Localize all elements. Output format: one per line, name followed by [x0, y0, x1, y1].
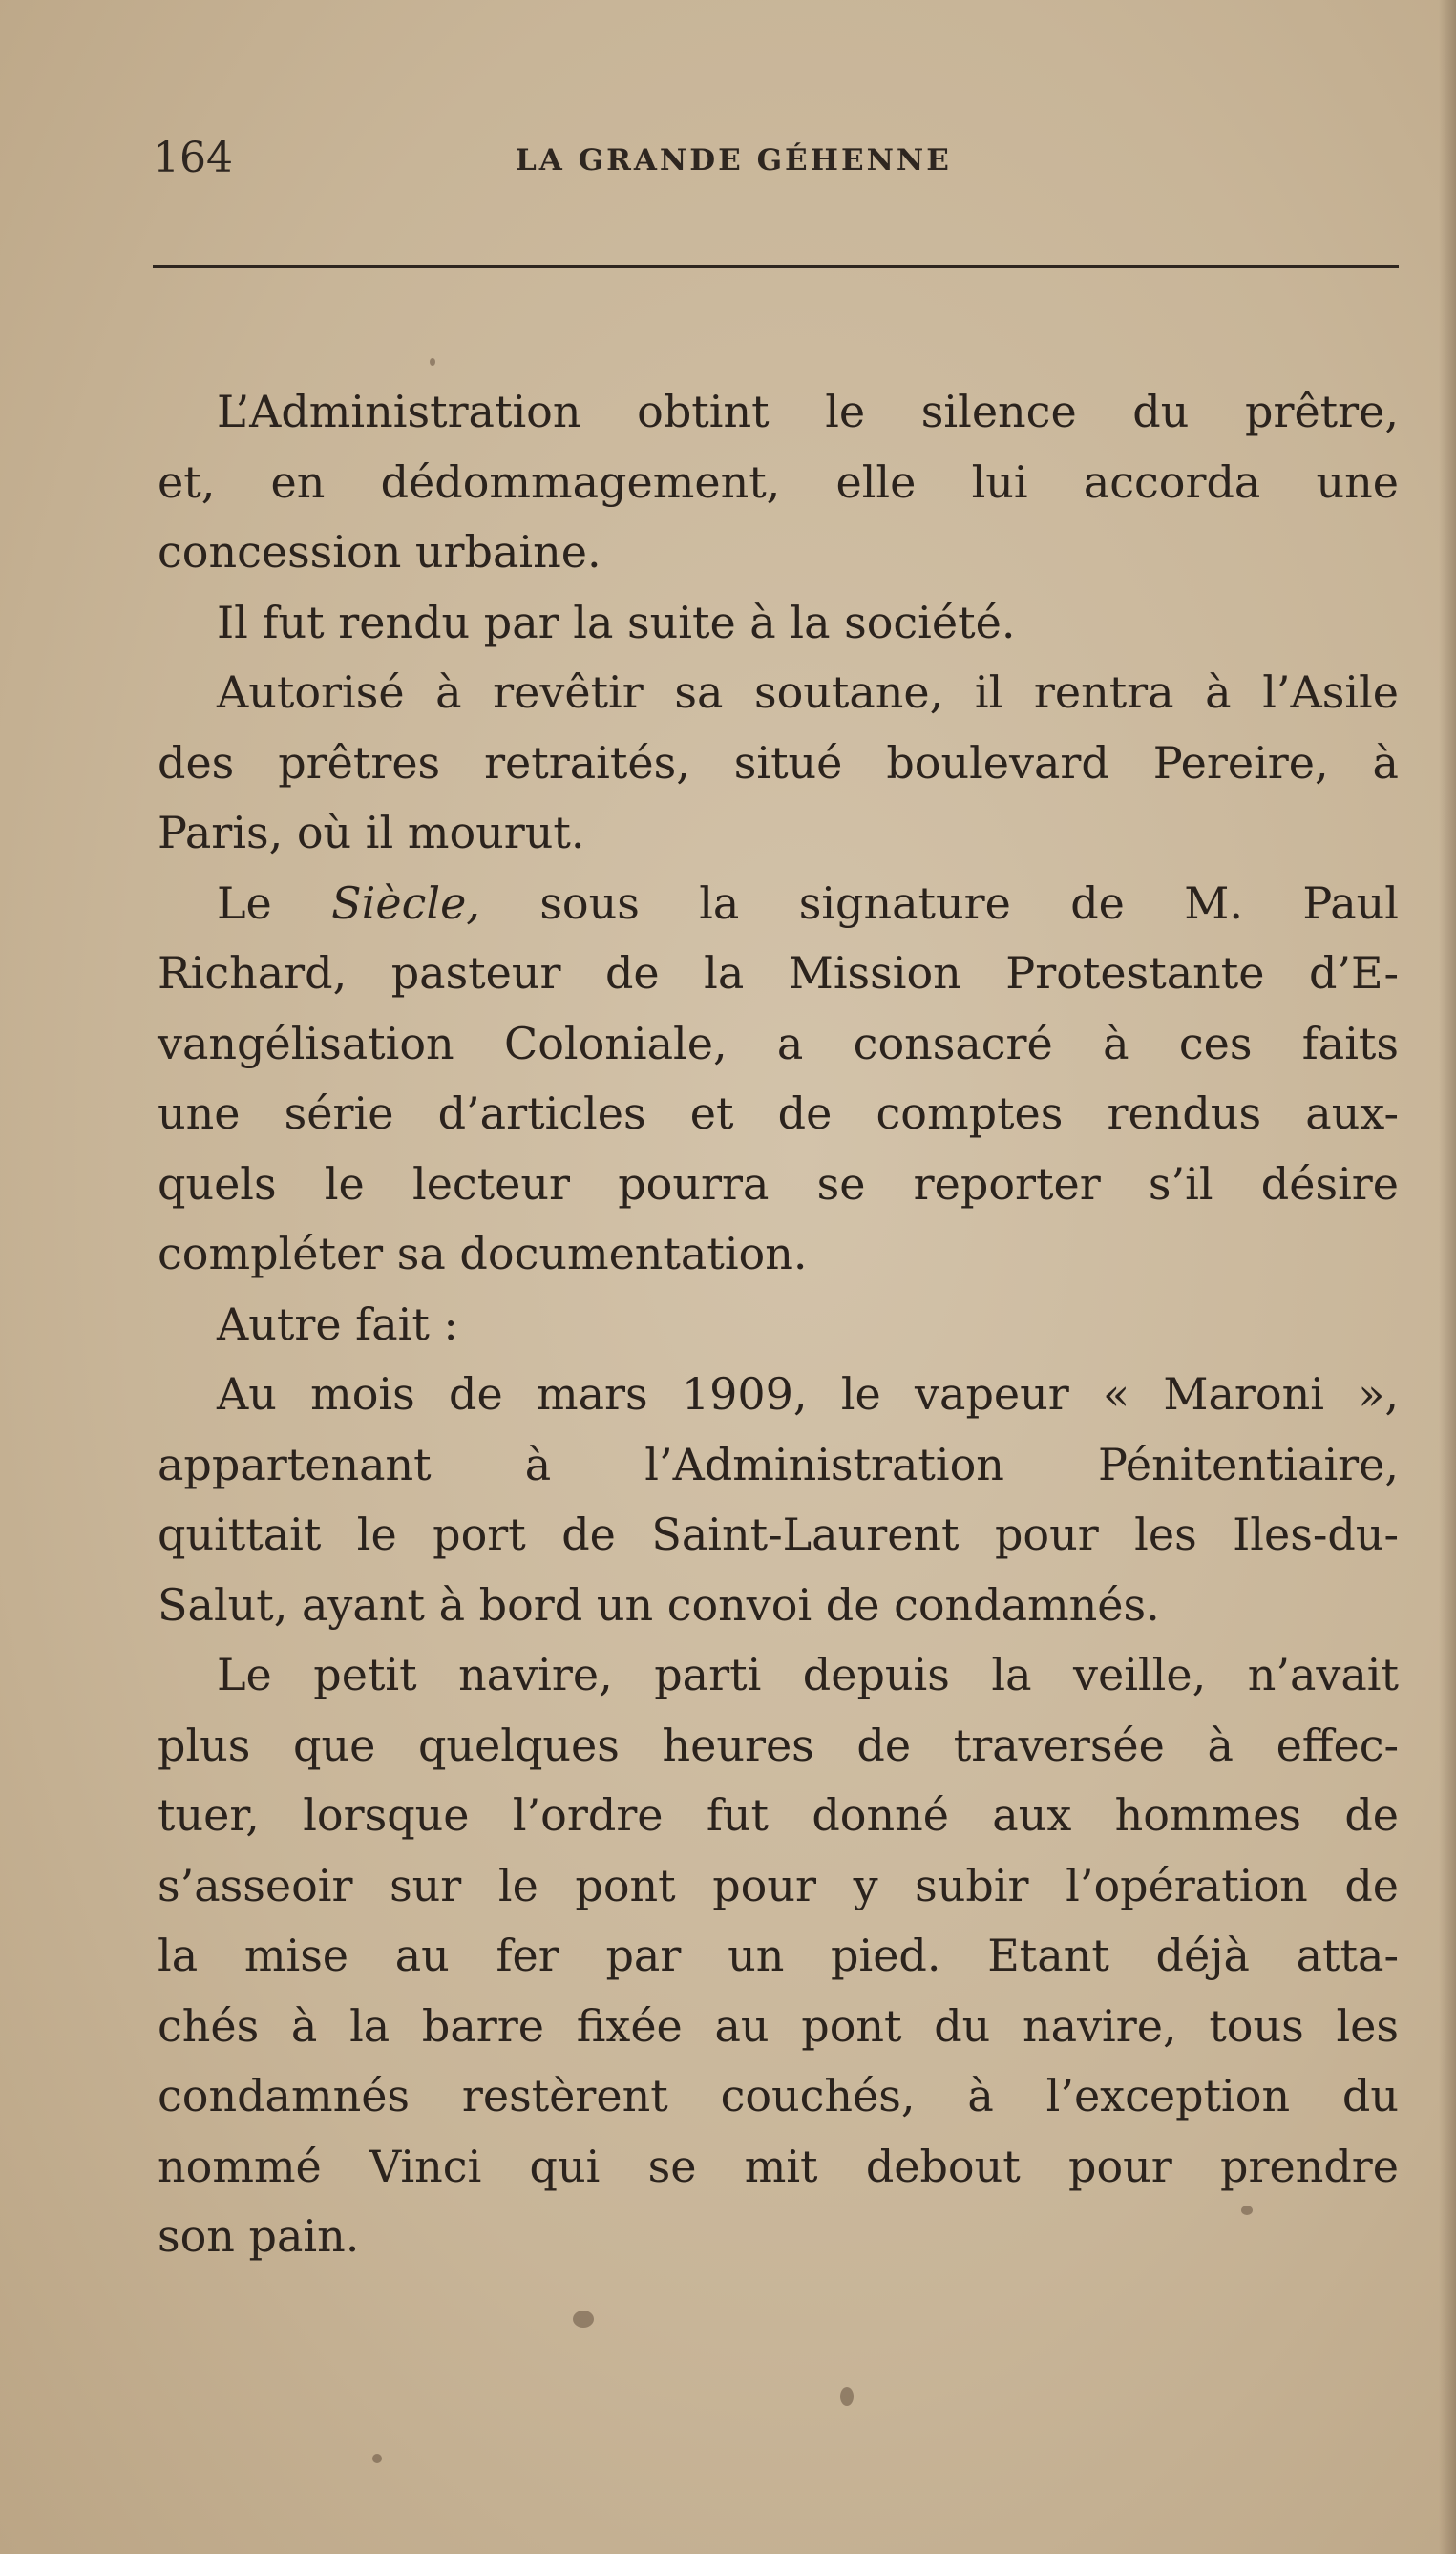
page-edge-shadow [1439, 0, 1456, 2554]
body-text [158, 377, 1399, 2272]
paper-speck [840, 2387, 854, 2406]
text-line: et, en dédommagement, elle lui accorda une [158, 455, 1399, 508]
text-line: appartenant à l’Administration Pénitentiaire, [158, 1438, 1399, 1490]
text-line: Au mois de mars 1909, le vapeur « Maroni », [217, 1368, 1399, 1420]
text-line: Richard, pasteur de la Mission Protestante d’E- [158, 947, 1399, 999]
newspaper-title: Siècle, [331, 876, 480, 929]
text-line: Autorisé à revêtir sa soutane, il rentra à l’Asile [217, 666, 1399, 718]
text-line: concession urbaine. [158, 526, 601, 578]
text-fragment: sous la signature de M. Paul [539, 876, 1399, 929]
paper-speck [1241, 2206, 1253, 2215]
text-line: plus que quelques heures de traversée à effec- [158, 1719, 1399, 1771]
text-line: quels le lecteur pourra se reporter s’il désire [158, 1157, 1399, 1210]
text-line: nommé Vinci qui se mit debout pour prendre [158, 2140, 1399, 2192]
text-line: compléter sa documentation. [158, 1228, 808, 1279]
text-line-with-italic [158, 869, 1399, 939]
text-line: Il fut rendu par la suite à la société. [217, 596, 1016, 648]
page-number: 164 [153, 134, 233, 182]
text-line: Paris, où il mourut. [158, 807, 585, 858]
paper-speck [372, 2454, 382, 2463]
text-line: Le petit navire, parti depuis la veille, n’avait [217, 1649, 1399, 1700]
text-line: condamnés restèrent couchés, à l’exception du [158, 2070, 1399, 2121]
page-header [153, 134, 1399, 191]
text-fragment: Le [217, 876, 272, 929]
text-line: son pain. [158, 2210, 360, 2262]
paper-speck [573, 2311, 594, 2328]
text-line: chés à la barre fixée au pont du navire, tous les [158, 1999, 1399, 2052]
text-line: quittait le port de Saint-Laurent pour les Iles-du- [158, 1509, 1399, 1560]
text-line: des prêtres retraités, situé boulevard Pereire, à [158, 736, 1399, 789]
header-rule [153, 265, 1399, 268]
text-line: la mise au fer par un pied. Etant déjà atta- [158, 1930, 1399, 1981]
text-line: L’Administration obtint le silence du prêtre, [217, 386, 1399, 437]
text-line: s’asseoir sur le pont pour y subir l’opération de [158, 1859, 1399, 1911]
paper-speck [430, 358, 435, 366]
text-line: Salut, ayant à bord un convoi de condamnés. [158, 1578, 1160, 1631]
text-line: tuer, lorsque l’ordre fut donné aux hommes de [158, 1789, 1399, 1841]
running-title: LA GRANDE GÉHENNE [516, 143, 952, 178]
text-line: vangélisation Coloniale, a consacré à ces faits [158, 1017, 1399, 1069]
text-line: une série d’articles et de comptes rendus aux- [158, 1087, 1399, 1139]
text-line: Autre fait : [217, 1298, 458, 1350]
